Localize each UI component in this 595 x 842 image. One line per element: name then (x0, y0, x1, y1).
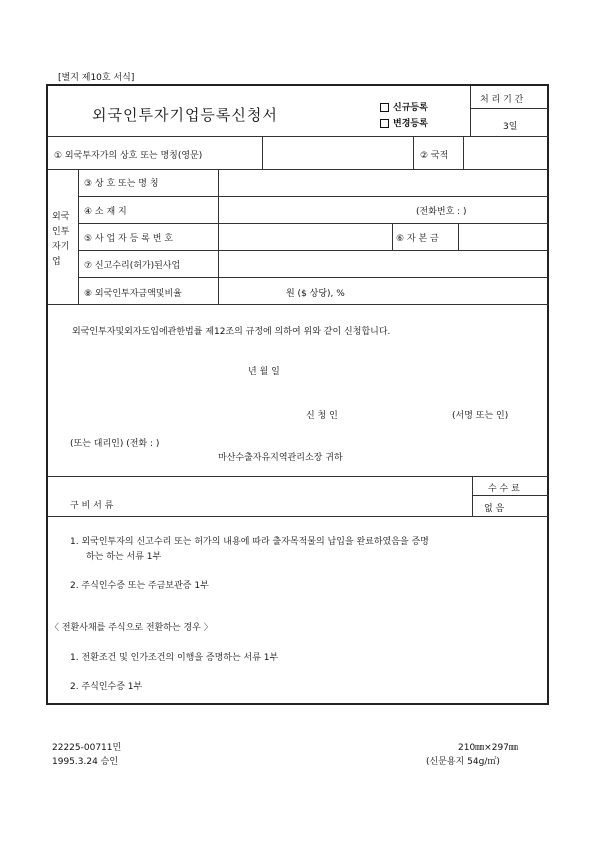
side-label: 외국 인투 자기 업 (52, 212, 70, 267)
agent-label: (또는 대리인) (전화 : ) (70, 439, 160, 449)
nationality-label: ② 국적 (420, 151, 449, 161)
option-new-label: 신규등록 (393, 103, 428, 113)
doc-item-1-cont: 하는 하는 서류 1부 (86, 552, 162, 562)
amount-value: 원 ($ 상당), % (286, 289, 345, 299)
doc-item-1: 1. 외국인투자의 신고수리 또는 허가의 내용에 따라 출자목적물의 납입을 완료하였음을 증명 (70, 537, 429, 547)
docs-header: 구 비 서 류 (70, 501, 114, 511)
option-change[interactable] (380, 116, 428, 129)
report-label: ⑦ 신고수리(허가)된사업 (84, 261, 181, 271)
registration-form (46, 84, 549, 705)
footer-approved: 1995.3.24 승인 (52, 757, 119, 767)
processing-label: 처 리 기 간 (480, 95, 524, 105)
footer-size: 210㎜×297㎜ (458, 743, 518, 753)
doc-item-2: 2. 주식인수증 또는 주금보관증 1부 (70, 581, 209, 591)
date: 년 월 일 (248, 367, 280, 377)
fee-label: 수 수 료 (488, 484, 520, 494)
doc-item-3: 1. 전환조건 및 인가조건의 이행을 증명하는 서류 1부 (70, 653, 279, 663)
processing-value: 3일 (503, 122, 518, 132)
statement: 외국인투자및외자도입에관한법률 제12조의 규정에 의하여 위와 같이 신청합니다. (72, 327, 391, 337)
addressee: 마산수출자유지역관리소장 귀하 (218, 453, 343, 463)
bizno-label: ⑤ 사 업 자 등 록 번 호 (84, 234, 173, 244)
doc-item-4: 2. 주식인수증 1부 (70, 682, 143, 692)
fee-value: 없 음 (484, 504, 505, 514)
form-title: 외국인투자기업등록신청서 (92, 106, 278, 124)
company-label: ① 외국투자가의 상호 또는 명칭(영문) (54, 151, 203, 161)
amount-label: ⑧ 외국인투자금액및비율 (84, 289, 182, 299)
change-checkbox[interactable] (380, 119, 389, 128)
form-tag: [별지 제10호 서식] (58, 73, 135, 83)
applicant-label: 신 청 인 (306, 411, 338, 421)
phone-label: (전화번호 : ) (416, 207, 467, 217)
signature-label: (서명 또는 인) (452, 411, 509, 421)
name-label: ③ 상 호 또는 명 칭 (84, 179, 159, 189)
footer-code: 22225-00711민 (52, 743, 122, 753)
capital-label: ⑥ 자 본 금 (396, 234, 439, 244)
address-label: ④ 소 재 지 (84, 207, 127, 217)
new-checkbox[interactable] (380, 103, 389, 112)
option-new[interactable] (380, 100, 428, 113)
footer-paper: (신문용지 54g/㎡) (426, 757, 500, 767)
option-change-label: 변경등록 (393, 119, 428, 129)
conversion-heading: 〈 전환사채를 주식으로 전환하는 경우 〉 (50, 623, 213, 633)
